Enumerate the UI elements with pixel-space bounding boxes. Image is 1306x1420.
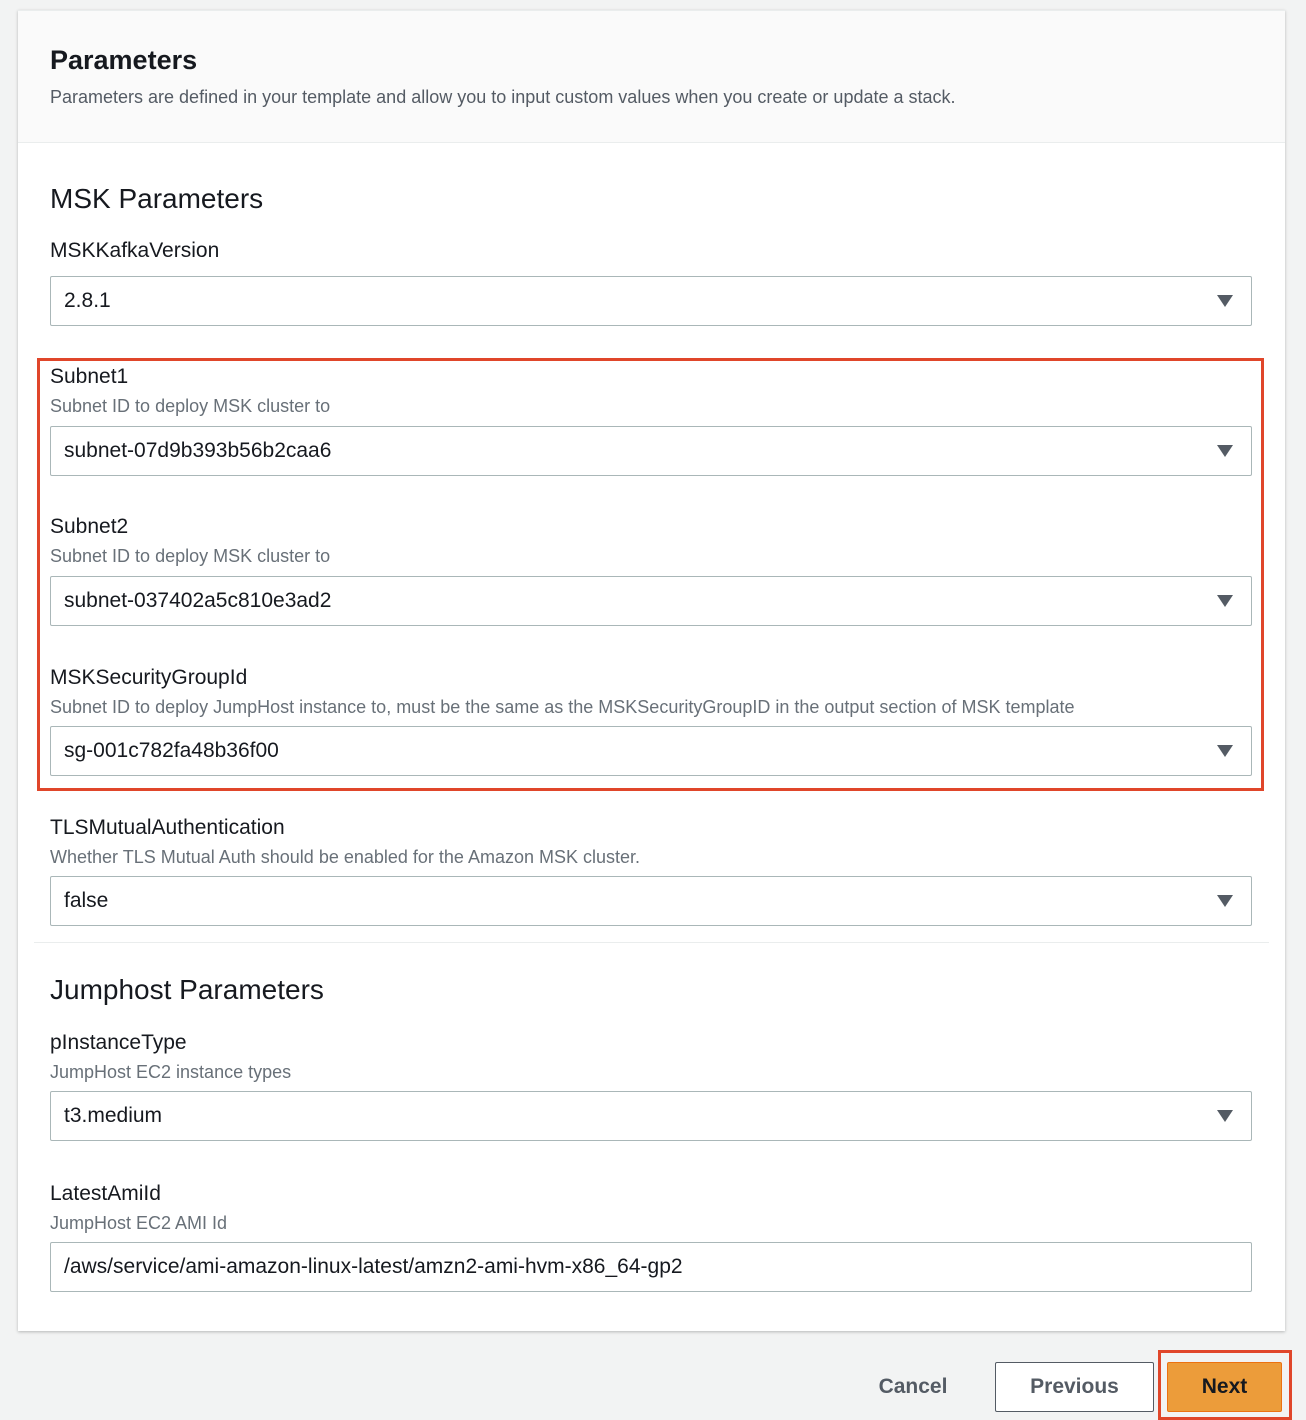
subnet1-description: Subnet ID to deploy MSK cluster to — [50, 396, 331, 416]
page-description: Parameters are defined in your template and allow you to input custom values when you create or update a stack. — [50, 87, 956, 107]
security-group-value: sg-001c782fa48b36f00 — [64, 739, 279, 762]
subnet1-label: Subnet1 — [50, 365, 129, 388]
tls-value: false — [64, 889, 109, 912]
subnet2-label: Subnet2 — [50, 515, 129, 538]
instance-type-label: pInstanceType — [50, 1031, 187, 1054]
instance-type-select[interactable] — [50, 1091, 1252, 1141]
cancel-button[interactable]: Cancel — [858, 1362, 968, 1412]
subnet1-select[interactable] — [50, 426, 1252, 476]
page-title: Parameters — [50, 45, 198, 75]
subnet2-value: subnet-037402a5c810e3ad2 — [64, 589, 332, 612]
security-group-select[interactable] — [50, 726, 1252, 776]
tls-select[interactable] — [50, 876, 1252, 926]
tls-description: Whether TLS Mutual Auth should be enabled for the Amazon MSK cluster. — [50, 847, 641, 867]
caret-down-icon — [1217, 295, 1233, 307]
previous-button[interactable]: Previous — [995, 1362, 1154, 1412]
jumphost-section-title: Jumphost Parameters — [50, 974, 324, 1005]
kafka-version-value: 2.8.1 — [64, 289, 111, 312]
instance-type-description: JumpHost EC2 instance types — [50, 1062, 292, 1082]
kafka-version-select[interactable] — [50, 276, 1252, 326]
ami-id-input[interactable] — [50, 1242, 1252, 1292]
ami-description: JumpHost EC2 AMI Id — [50, 1213, 228, 1233]
caret-down-icon — [1217, 595, 1233, 607]
section-divider — [34, 942, 1269, 943]
subnet2-description: Subnet ID to deploy MSK cluster to — [50, 546, 331, 566]
parameters-panel — [18, 10, 1285, 1331]
kafka-version-label: MSKKafkaVersion — [50, 239, 220, 262]
security-group-label: MSKSecurityGroupId — [50, 666, 248, 689]
caret-down-icon — [1217, 895, 1233, 907]
next-button[interactable]: Next — [1167, 1362, 1282, 1412]
subnet1-value: subnet-07d9b393b56b2caa6 — [64, 439, 332, 462]
tls-label: TLSMutualAuthentication — [50, 816, 285, 839]
instance-type-value: t3.medium — [64, 1104, 163, 1127]
caret-down-icon — [1217, 445, 1233, 457]
panel-header — [18, 11, 1285, 143]
caret-down-icon — [1217, 745, 1233, 757]
ami-label: LatestAmiId — [50, 1182, 161, 1205]
security-group-description: Subnet ID to deploy JumpHost instance to, must be the same as the MSKSecurityGroupID in the output section of MSK template — [50, 697, 1075, 717]
caret-down-icon — [1217, 1110, 1233, 1122]
msk-section-title: MSK Parameters — [50, 183, 264, 214]
subnet2-select[interactable] — [50, 576, 1252, 626]
